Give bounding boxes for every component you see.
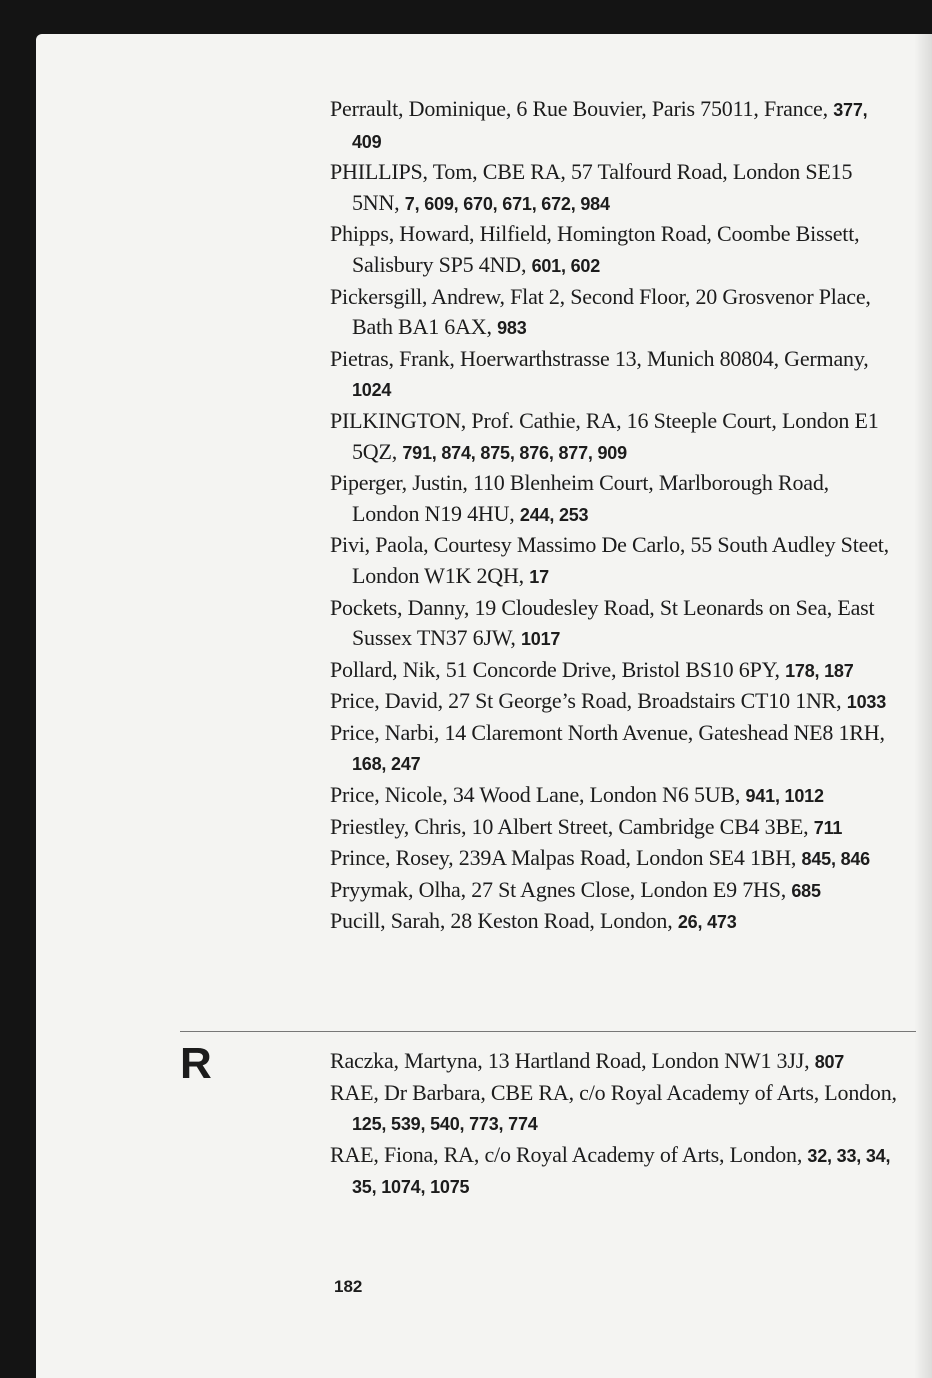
index-entry: Pockets, Danny, 19 Cloudesley Road, St Leonards on Sea, East Sussex TN37 6JW, 1017 [330, 594, 875, 651]
page-refs: 711 [813, 817, 843, 838]
page-refs: 807 [814, 1052, 845, 1072]
page-refs: 125, 539, 540, 773, 774 [352, 1114, 538, 1135]
index-entry: Prince, Rosey, 239A Malpas Road, London SE4 1BH, 845, 846 [330, 845, 870, 871]
index-entry: Piperger, Justin, 110 Blenheim Court, Marlborough Road, London N19 4HU, 244, 253 [330, 470, 829, 526]
page-refs: 26, 473 [677, 912, 737, 933]
page-refs: 244, 253 [519, 504, 589, 525]
page-refs: 941, 1012 [745, 786, 824, 807]
page-refs: 1033 [846, 692, 887, 713]
page-refs: 791, 874, 875, 876, 877, 909 [402, 442, 627, 463]
page-refs: 377, 409 [352, 100, 868, 152]
page-refs: 983 [497, 318, 527, 339]
index-entry: Price, David, 27 St George’s Road, Broadstairs CT10 1NR, 1033 [330, 688, 887, 714]
index-entry: Pollard, Nik, 51 Concorde Drive, Bristol BS10 6PY, 178, 187 [330, 656, 854, 682]
page-refs: 17 [529, 566, 549, 587]
index-entry: Phipps, Howard, Hilfield, Homington Road, Coombe Bissett, Salisbury SP5 4ND, 601, 602 [330, 221, 860, 277]
page-edge-shadow [914, 34, 932, 1378]
index-entry: PILKINGTON, Prof. Cathie, RA, 16 Steeple Court, London E1 5QZ, 791, 874, 875, 876, 877, 909 [330, 407, 879, 464]
index-entries-p [330, 94, 900, 938]
page-refs: 1017 [520, 629, 561, 650]
page-refs: 168, 247 [352, 754, 421, 775]
index-entry: Pietras, Frank, Hoerwarthstrasse 13, Munich 80804, Germany, 1024 [330, 345, 869, 401]
index-entry: Raczka, Martyna, 13 Hartland Road, London NW1 3JJ, 807 [330, 1048, 845, 1073]
index-entry: Price, Narbi, 14 Claremont North Avenue, Gateshead NE8 1RH, 168, 247 [330, 719, 885, 775]
index-entry: Price, Nicole, 34 Wood Lane, London N6 5UB, 941, 1012 [330, 782, 824, 808]
page-refs: 32, 33, 34, 35, 1074, 1075 [352, 1145, 891, 1198]
index-entry: PHILLIPS, Tom, CBE RA, 57 Talfourd Road, London SE15 5NN, 7, 609, 670, 671, 672, 984 [330, 159, 853, 215]
page-refs: 7, 609, 670, 671, 672, 984 [404, 193, 610, 214]
index-entry: Pryymak, Olha, 27 St Agnes Close, London E9 7HS, 685 [330, 876, 821, 902]
index-entry: RAE, Dr Barbara, CBE RA, c/o Royal Academy of Arts, London, 125, 539, 540, 773, 774 [330, 1079, 897, 1135]
page-number: 182 [334, 1277, 363, 1296]
page-refs: 601, 602 [531, 255, 601, 276]
index-entries-r [330, 1046, 900, 1203]
index-entry: Pivi, Paola, Courtesy Massimo De Carlo, 55 South Audley Steet, London W1K 2QH, 17 [330, 532, 889, 588]
page-refs: 685 [791, 880, 821, 901]
index-entry: Priestley, Chris, 10 Albert Street, Cambridge CB4 3BE, 711 [330, 813, 843, 839]
section-divider [180, 1031, 916, 1032]
index-entry: Pucill, Sarah, 28 Keston Road, London, 26, 473 [330, 908, 737, 934]
page-refs: 845, 846 [801, 849, 870, 870]
index-entry: Perrault, Dominique, 6 Rue Bouvier, Paris 75011, France, 377, 409 [330, 96, 868, 152]
index-entry: RAE, Fiona, RA, c/o Royal Academy of Arts, London, 32, 33, 34, 35, 1074, 1075 [330, 1141, 891, 1198]
section-letter: R [180, 1039, 212, 1088]
page-refs: 178, 187 [785, 660, 854, 681]
page-refs: 1024 [352, 380, 392, 401]
index-entry: Pickersgill, Andrew, Flat 2, Second Floor, 20 Grosvenor Place, Bath BA1 6AX, 983 [330, 283, 871, 340]
